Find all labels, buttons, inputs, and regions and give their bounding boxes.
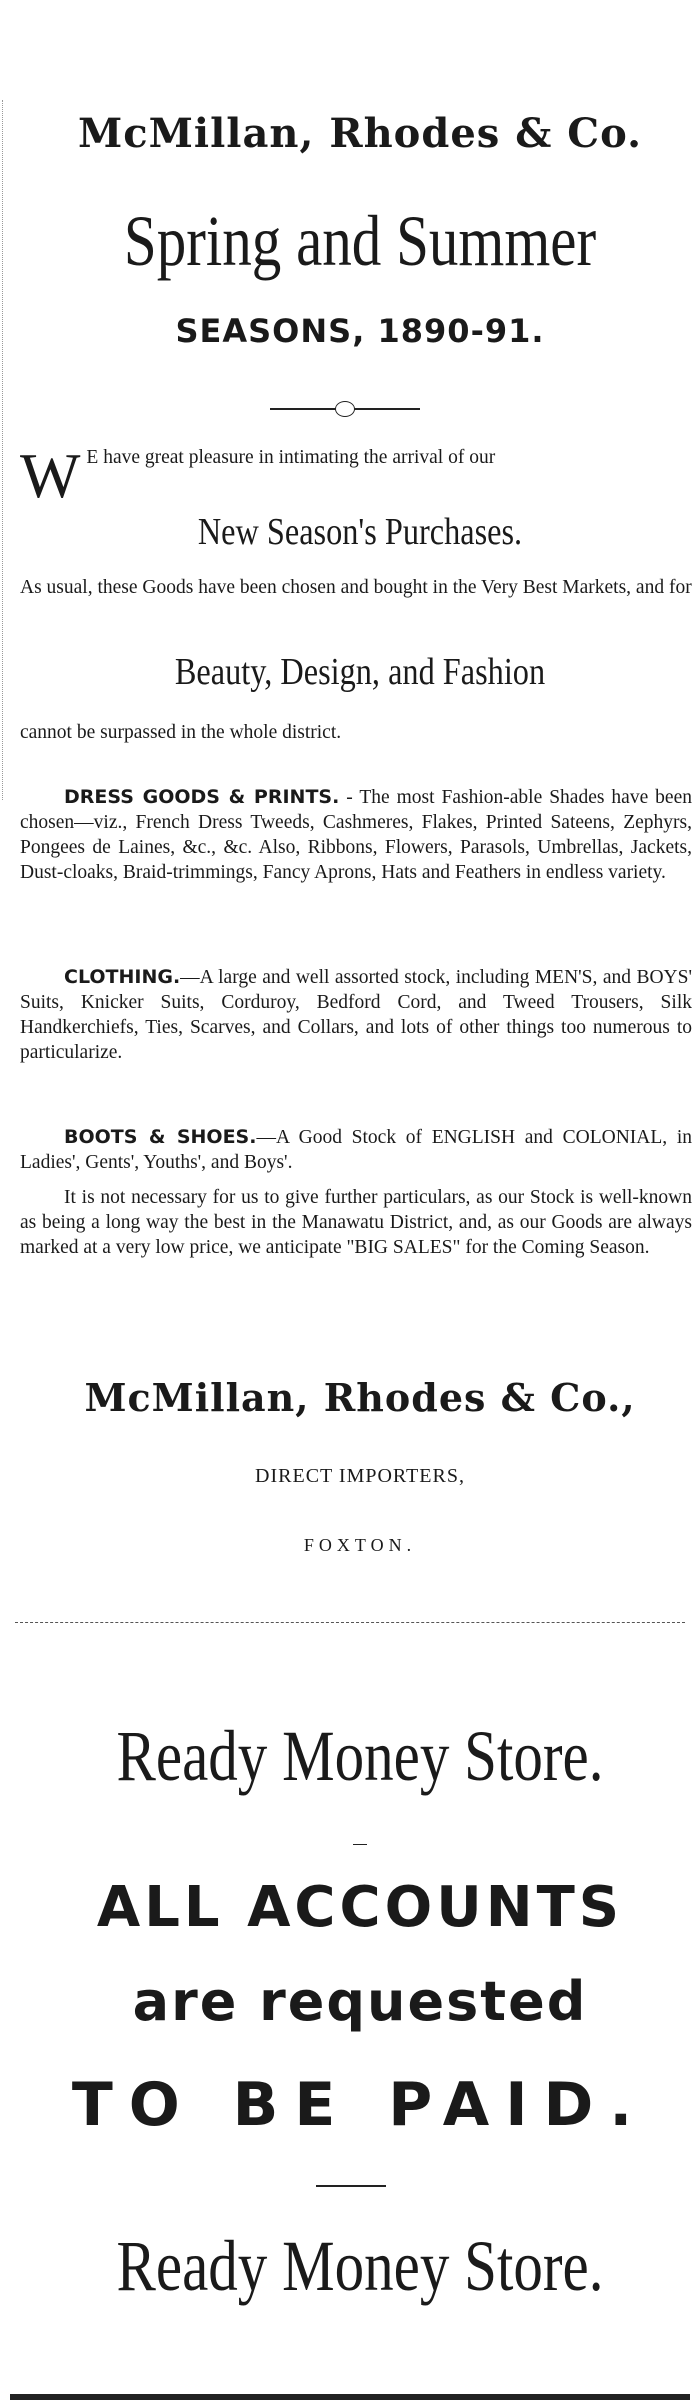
as-usual-text: As usual, these Goods have been chosen and bought in the Very Best Markets, and for: [20, 577, 692, 598]
intro-text: E have great pleasure in intimating the arrival of our: [86, 447, 496, 468]
ornament-divider: [270, 408, 420, 410]
ornament-knot-icon: [335, 401, 355, 417]
firm-name-header: McMillan, Rhodes & Co.: [78, 110, 642, 157]
boots-paragraph: [20, 1125, 692, 1175]
bottom-rule: [10, 2394, 690, 2400]
boots-text: —A Good Stock of ENGLISH and COLONIAL, in Ladies', Gents', Youths', and Boys'.: [20, 1127, 692, 1173]
town-name: FOXTON.: [303, 1535, 417, 1555]
ready-money-store-bottom: Ready Money Store.: [116, 2226, 604, 2306]
to-be-paid: TO BE PAID.: [71, 2070, 649, 2140]
short-tick: [20, 1830, 700, 1849]
dress-goods-paragraph: [20, 785, 692, 885]
intro-paragraph: [20, 440, 692, 511]
are-requested: are requested: [132, 1970, 588, 2033]
beauty-heading: Beauty, Design, and Fashion: [174, 651, 546, 693]
signature-firm: McMillan, Rhodes & Co.,: [84, 1375, 636, 1420]
clothing-keyword: CLOTHING.: [64, 966, 181, 988]
headline-spring-summer: Spring and Summer: [123, 201, 597, 281]
seasons-line: SEASONS, 1890-91.: [175, 312, 545, 350]
ad-separator: [15, 1622, 685, 1623]
closing-paragraph: [20, 1185, 692, 1260]
column-edge: [2, 100, 9, 800]
drop-cap: W: [20, 440, 81, 511]
ready-money-store-top: Ready Money Store.: [116, 1716, 604, 1796]
clothing-text: —A large and well assorted stock, including MEN'S, and BOYS' Suits, Knicker Suits, Corduroy, Bedford Cord, and Tweed Trousers, Silk Handkerchiefs, Ties, Scarves, and Collars, and lots of other things too numerous to particularize.: [20, 967, 692, 1063]
short-divider: [316, 2185, 386, 2187]
all-accounts: ALL ACCOUNTS: [96, 1875, 624, 1940]
boots-keyword: BOOTS & SHOES.: [64, 1126, 257, 1148]
dress-goods-text: - The most Fashion-able Shades have been chosen—viz., French Dress Tweeds, Cashmeres, Flakes, Printed Sateens, Zephyrs, Pongees de Laines, &c., &c. Also, Ribbons, Flowers, Parasols, Umbrellas, Jackets, Dust-cloaks, Braid-trimmings, Fancy Aprons, Hats and Feathers in endless variety.: [20, 787, 692, 883]
clothing-paragraph: [20, 965, 692, 1065]
new-season-heading: New Season's Purchases.: [197, 511, 523, 553]
cannot-text: cannot be surpassed in the whole district.: [20, 722, 342, 743]
closing-text: It is not necessary for us to give further particulars, as our Stock is well-known as being a long way the best in the Manawatu District, and, as our Goods are always marked at a very low price, we anticipate "BIG SALES" for the Coming Season.: [20, 1187, 692, 1258]
dress-goods-keyword: DRESS GOODS & PRINTS.: [64, 786, 340, 808]
direct-importers: DIRECT IMPORTERS,: [255, 1465, 465, 1487]
